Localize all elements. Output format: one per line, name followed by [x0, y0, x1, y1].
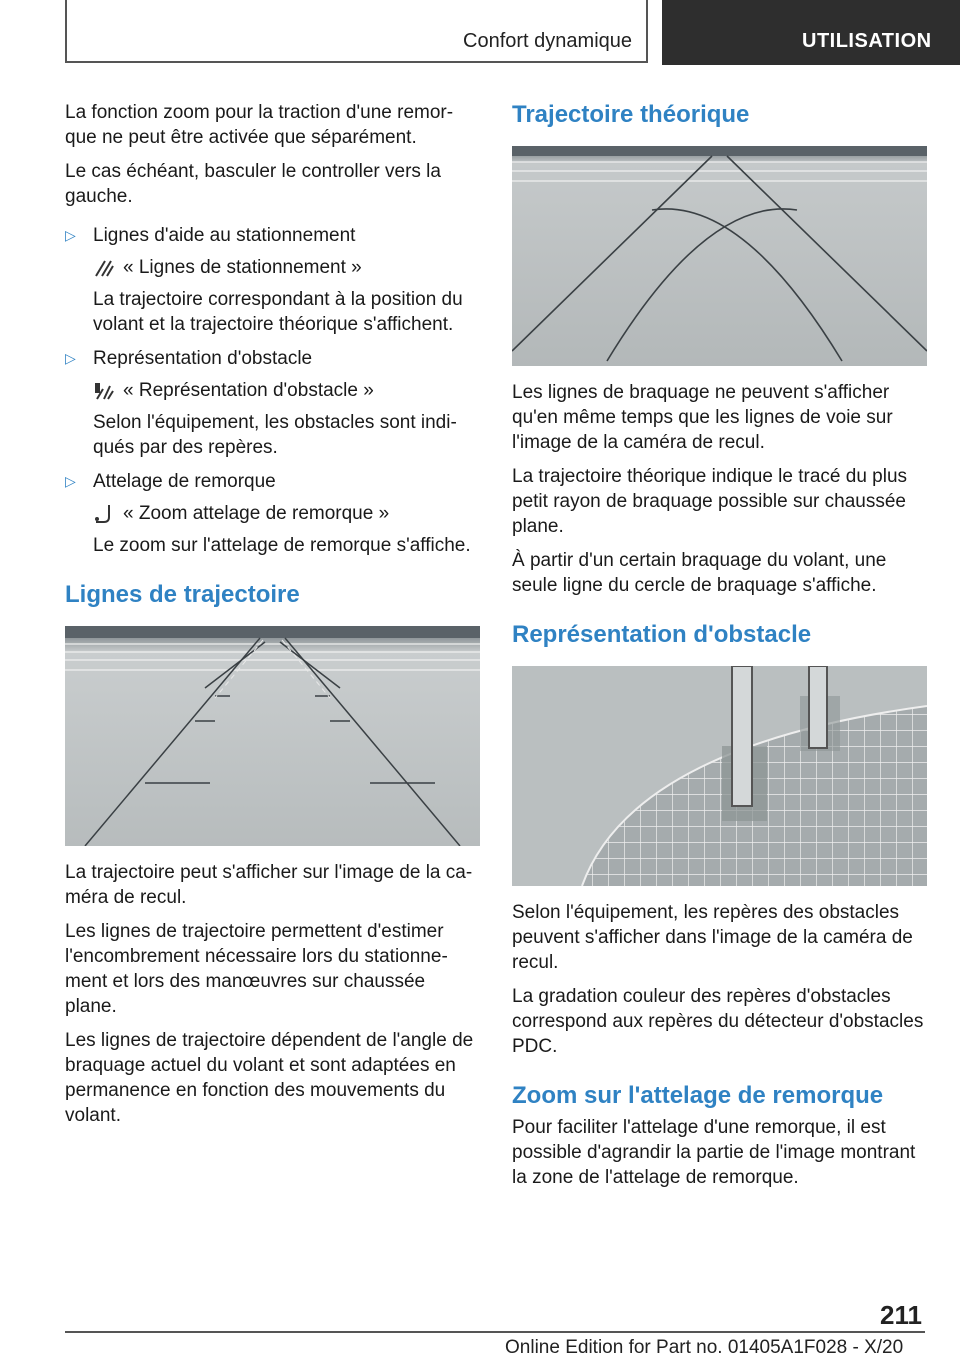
bullet-parking-lines [65, 223, 480, 337]
intro-paragraph-2: Le cas échéant, basculer le controller vers la gauche. [65, 161, 441, 207]
header-section-box [65, 0, 648, 63]
intro-paragraph-1: La fonction zoom pour la traction d'une remor-que ne peut être activée que séparément. [65, 102, 454, 148]
traj-paragraph-1: Les lignes de braquage ne peuvent s'afficher qu'en même temps que les lignes de voie sur l'image de la caméra de recul. [512, 382, 893, 453]
page-number: 211 [880, 1300, 922, 1330]
zoom-paragraph: Pour faciliter l'attelage d'une remorque, il est possible d'agrandir la partie de l'image montrant la zone de l'attelage de remorque. [512, 1117, 916, 1188]
obst-paragraph-2: La gradation couleur des repères d'obstacles correspond aux repères du détecteur d'obstacles PDC. [512, 986, 924, 1057]
menu-option [93, 378, 480, 403]
bullet-text: La trajectoire correspondant à la position du volant et la trajectoire théorique s'affichent. [93, 289, 463, 335]
heading-trajectoire-theorique: Trajectoire théorique [512, 101, 750, 128]
triangle-bullet-icon: ▷ [65, 350, 76, 366]
obst-paragraph-1: Selon l'équipement, les repères des obstacles peuvent s'afficher dans l'image de la caméra de recul. [512, 902, 913, 973]
menu-option [93, 501, 480, 526]
bullet-title: Attelage de remorque [93, 471, 276, 492]
theoretical-trajectory-image [512, 146, 927, 366]
lignes-paragraph-3: Les lignes de trajectoire dépendent de l'angle de braquage actuel du volant et sont adaptées en permanence en fonction des mouvements du volant. [65, 1030, 474, 1126]
left-column [65, 100, 480, 1137]
obstacle-marking-icon [93, 381, 115, 401]
bullet-title: Représentation d'obstacle [93, 348, 313, 369]
right-column [512, 100, 927, 1199]
header-chapter-box [662, 0, 960, 65]
heading-zoom-attelage: Zoom sur l'attelage de remorque [512, 1082, 884, 1109]
menu-option-label: « Représentation d'obstacle » [123, 380, 374, 401]
menu-option [93, 255, 480, 280]
footer-edition: Online Edition for Part no. 01405A1F028 - X/20 [505, 1337, 904, 1358]
bullet-title: Lignes d'aide au stationnement [93, 225, 356, 246]
bullet-text: Selon l'équipement, les obstacles sont indi-qués par des repères. [93, 412, 457, 458]
trajectory-lines-image [65, 626, 480, 846]
bullet-obstacle [65, 346, 480, 460]
menu-option-label: « Zoom attelage de remorque » [123, 503, 390, 524]
traj-paragraph-3: À partir d'un certain braquage du volant, une seule ligne du cercle de braquage s'affiche. [512, 550, 887, 596]
bullet-text: Le zoom sur l'attelage de remorque s'affiche. [93, 535, 471, 556]
menu-option-label: « Lignes de stationnement » [123, 257, 362, 278]
heading-representation-obstacle: Représentation d'obstacle [512, 621, 812, 648]
heading-lignes-de-trajectoire: Lignes de trajectoire [65, 581, 300, 608]
obstacle-representation-image [512, 666, 927, 886]
triangle-bullet-icon: ▷ [65, 473, 76, 489]
triangle-bullet-icon: ▷ [65, 227, 76, 243]
header-chapter-title: UTILISATION [802, 30, 932, 52]
bullet-trailer [65, 469, 480, 558]
parking-lines-icon [93, 258, 115, 278]
traj-paragraph-2: La trajectoire théorique indique le tracé du plus petit rayon de braquage possible sur chaussée plane. [512, 466, 908, 537]
header-section-title: Confort dynamique [463, 30, 632, 52]
lignes-paragraph-1: La trajectoire peut s'afficher sur l'image de la ca-méra de recul. [65, 862, 473, 908]
footer-divider [65, 1331, 925, 1333]
lignes-paragraph-2: Les lignes de trajectoire permettent d'estimer l'encombrement nécessaire lors du stationne-ment et lors des manœuvres sur chaussée plane. [65, 921, 448, 1017]
trailer-hitch-icon [93, 503, 115, 525]
